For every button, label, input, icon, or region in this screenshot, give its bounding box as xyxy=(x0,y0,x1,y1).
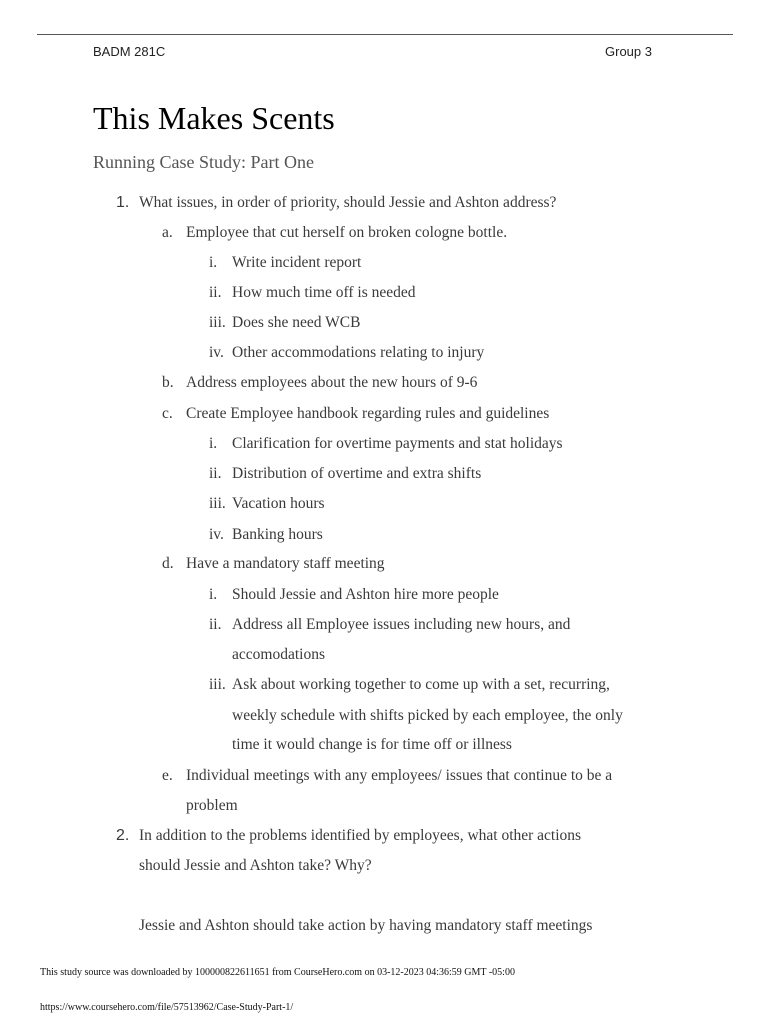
sub-item-marker: ii. xyxy=(209,616,222,633)
sub-list-item-continuation: accomodations xyxy=(232,646,325,663)
sub-list-item: How much time off is needed xyxy=(232,284,416,301)
sub-list-item: Banking hours xyxy=(232,526,323,543)
sub-list-item: Ask about working together to come up with a set, recurring, xyxy=(232,676,610,693)
download-notice: This study source was downloaded by 100000822611651 from CourseHero.com on 03-12-2023 04:36:59 GMT -05:00 xyxy=(40,967,515,978)
source-url[interactable]: https://www.coursehero.com/file/57513962/Case-Study-Part-1/ xyxy=(40,1002,294,1013)
question-number: 2. xyxy=(116,827,130,844)
sub-list-item: Does she need WCB xyxy=(232,314,361,331)
sub-item-marker: i. xyxy=(209,586,218,603)
sub-list-item: Other accommodations relating to injury xyxy=(232,344,485,361)
sub-list-item: Should Jessie and Ashton hire more people xyxy=(232,586,499,603)
header-rule xyxy=(37,34,733,35)
list-item: Create Employee handbook regarding rules and guidelines xyxy=(186,405,550,422)
course-code: BADM 281C xyxy=(93,44,166,59)
sub-item-marker: iii. xyxy=(209,495,226,512)
sub-item-marker: i. xyxy=(209,254,218,271)
sub-list-item-continuation: weekly schedule with shifts picked by each employee, the only xyxy=(232,707,623,724)
sub-list-item-continuation: time it would change is for time off or illness xyxy=(232,736,512,753)
sub-list-item: Clarification for overtime payments and stat holidays xyxy=(232,435,563,452)
item-marker: e. xyxy=(162,767,173,784)
list-item: Address employees about the new hours of 9-6 xyxy=(186,374,478,391)
sub-item-marker: iv. xyxy=(209,344,224,361)
sub-item-marker: ii. xyxy=(209,284,222,301)
item-marker: a. xyxy=(162,224,173,241)
sub-list-item: Vacation hours xyxy=(232,495,325,512)
sub-list-item: Distribution of overtime and extra shifts xyxy=(232,465,482,482)
sub-item-marker: iii. xyxy=(209,314,226,331)
question-text: What issues, in order of priority, should Jessie and Ashton address? xyxy=(139,194,557,211)
sub-item-marker: iii. xyxy=(209,676,226,693)
sub-item-marker: iv. xyxy=(209,526,224,543)
item-marker: b. xyxy=(162,374,174,391)
document-title: This Makes Scents xyxy=(93,100,335,136)
list-item-continuation: problem xyxy=(186,797,238,814)
item-marker: d. xyxy=(162,555,174,572)
document-subtitle: Running Case Study: Part One xyxy=(93,152,314,172)
question-text-continuation: should Jessie and Ashton take? Why? xyxy=(139,857,372,874)
list-item: Employee that cut herself on broken cologne bottle. xyxy=(186,224,508,241)
sub-list-item: Address all Employee issues including new hours, and xyxy=(232,616,571,633)
list-item: Individual meetings with any employees/ issues that continue to be a xyxy=(186,767,613,784)
question-text: In addition to the problems identified by employees, what other actions xyxy=(139,827,582,844)
item-marker: c. xyxy=(162,405,173,422)
sub-item-marker: ii. xyxy=(209,465,222,482)
question-number: 1. xyxy=(116,194,130,211)
sub-list-item: Write incident report xyxy=(232,254,362,271)
sub-item-marker: i. xyxy=(209,435,218,452)
answer-text: Jessie and Ashton should take action by having mandatory staff meetings xyxy=(139,917,593,934)
list-item: Have a mandatory staff meeting xyxy=(186,555,385,572)
group-label: Group 3 xyxy=(605,44,652,59)
